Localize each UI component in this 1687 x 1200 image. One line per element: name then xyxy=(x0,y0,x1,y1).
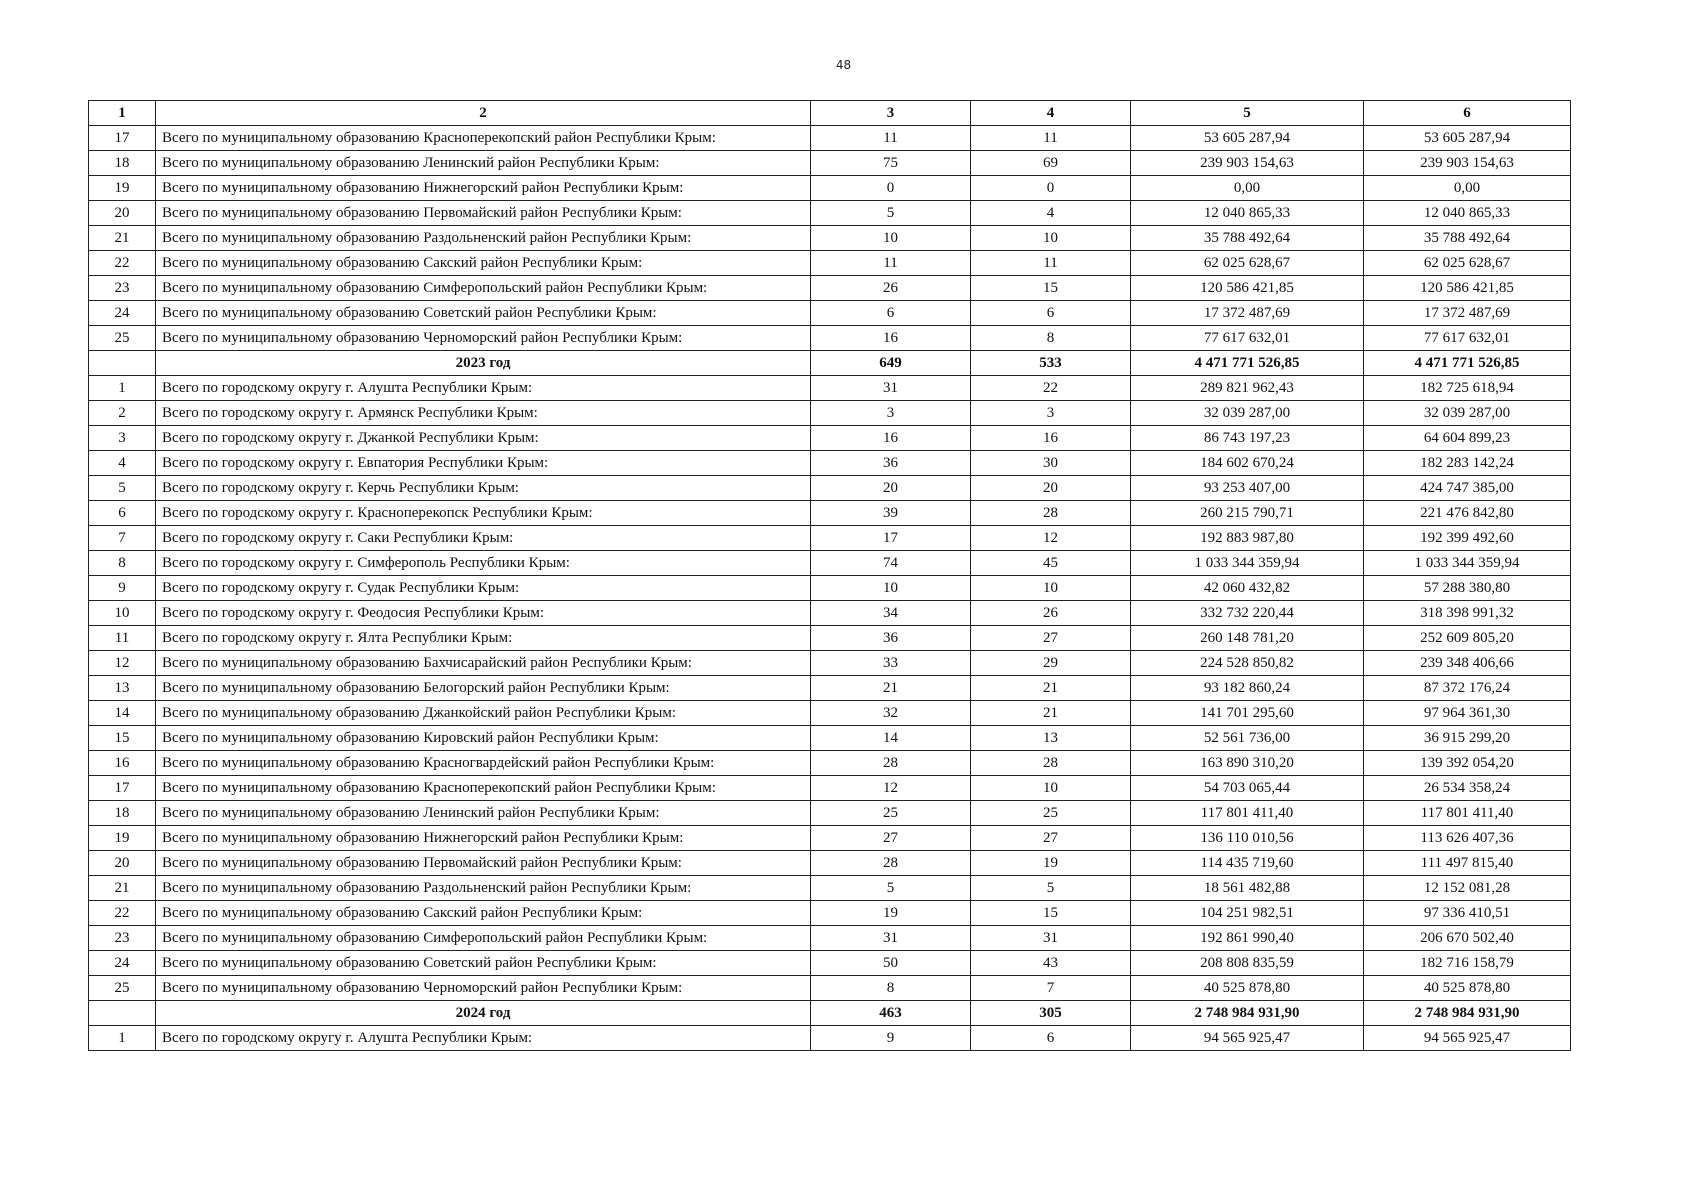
amount-col5: 260 148 781,20 xyxy=(1131,626,1364,651)
count-col4: 30 xyxy=(971,451,1131,476)
row-number: 11 xyxy=(89,626,156,651)
region-name: Всего по муниципальному образованию Кировский район Республики Крым: xyxy=(156,726,811,751)
column-header: 6 xyxy=(1364,101,1571,126)
region-name: Всего по городскому округу г. Феодосия Республики Крым: xyxy=(156,601,811,626)
count-col3: 26 xyxy=(811,276,971,301)
region-name: Всего по городскому округу г. Симферополь Республики Крым: xyxy=(156,551,811,576)
row-number: 21 xyxy=(89,226,156,251)
amount-col5: 141 701 295,60 xyxy=(1131,701,1364,726)
amount-col6: 53 605 287,94 xyxy=(1364,126,1571,151)
table-body xyxy=(89,126,1571,1051)
row-number: 17 xyxy=(89,126,156,151)
table-row xyxy=(89,726,1571,751)
table-row xyxy=(89,226,1571,251)
amount-col5: 4 471 771 526,85 xyxy=(1131,351,1364,376)
count-col3: 20 xyxy=(811,476,971,501)
region-name: Всего по муниципальному образованию Нижнегорский район Республики Крым: xyxy=(156,176,811,201)
amount-col6: 26 534 358,24 xyxy=(1364,776,1571,801)
region-name: Всего по муниципальному образованию Первомайский район Республики Крым: xyxy=(156,201,811,226)
row-number: 15 xyxy=(89,726,156,751)
table-row xyxy=(89,451,1571,476)
column-header: 3 xyxy=(811,101,971,126)
amount-col6: 32 039 287,00 xyxy=(1364,401,1571,426)
count-col3: 32 xyxy=(811,701,971,726)
count-col3: 0 xyxy=(811,176,971,201)
region-name: Всего по муниципальному образованию Красноперекопский район Республики Крым: xyxy=(156,776,811,801)
amount-col6: 57 288 380,80 xyxy=(1364,576,1571,601)
count-col3: 649 xyxy=(811,351,971,376)
amount-col6: 97 964 361,30 xyxy=(1364,701,1571,726)
count-col4: 3 xyxy=(971,401,1131,426)
row-number: 18 xyxy=(89,151,156,176)
count-col3: 19 xyxy=(811,901,971,926)
table-row xyxy=(89,826,1571,851)
column-header: 2 xyxy=(156,101,811,126)
row-number: 19 xyxy=(89,176,156,201)
region-name: Всего по муниципальному образованию Ленинский район Республики Крым: xyxy=(156,151,811,176)
amount-col5: 40 525 878,80 xyxy=(1131,976,1364,1001)
amount-col5: 120 586 421,85 xyxy=(1131,276,1364,301)
amount-col6: 97 336 410,51 xyxy=(1364,901,1571,926)
count-col3: 36 xyxy=(811,451,971,476)
count-col4: 22 xyxy=(971,376,1131,401)
region-name: Всего по муниципальному образованию Симферопольский район Республики Крым: xyxy=(156,926,811,951)
count-col4: 13 xyxy=(971,726,1131,751)
count-col3: 5 xyxy=(811,201,971,226)
page-number: 48 xyxy=(835,58,852,72)
count-col4: 31 xyxy=(971,926,1131,951)
amount-col5: 117 801 411,40 xyxy=(1131,801,1364,826)
count-col4: 69 xyxy=(971,151,1131,176)
amount-col6: 182 716 158,79 xyxy=(1364,951,1571,976)
count-col3: 28 xyxy=(811,851,971,876)
region-name: Всего по городскому округу г. Джанкой Республики Крым: xyxy=(156,426,811,451)
table-row xyxy=(89,401,1571,426)
count-col3: 21 xyxy=(811,676,971,701)
count-col3: 50 xyxy=(811,951,971,976)
count-col4: 28 xyxy=(971,501,1131,526)
count-col4: 12 xyxy=(971,526,1131,551)
amount-col5: 192 883 987,80 xyxy=(1131,526,1364,551)
row-number: 22 xyxy=(89,251,156,276)
table-row xyxy=(89,1026,1571,1051)
amount-col6: 35 788 492,64 xyxy=(1364,226,1571,251)
count-col4: 15 xyxy=(971,276,1131,301)
count-col3: 10 xyxy=(811,226,971,251)
count-col3: 75 xyxy=(811,151,971,176)
table-row xyxy=(89,476,1571,501)
table-row xyxy=(89,201,1571,226)
count-col3: 34 xyxy=(811,601,971,626)
count-col4: 4 xyxy=(971,201,1131,226)
amount-col6: 117 801 411,40 xyxy=(1364,801,1571,826)
region-name: Всего по городскому округу г. Алушта Республики Крым: xyxy=(156,376,811,401)
table-row xyxy=(89,901,1571,926)
table-row xyxy=(89,576,1571,601)
row-number: 17 xyxy=(89,776,156,801)
count-col3: 11 xyxy=(811,126,971,151)
amount-col6: 239 903 154,63 xyxy=(1364,151,1571,176)
row-number: 6 xyxy=(89,501,156,526)
amount-col5: 94 565 925,47 xyxy=(1131,1026,1364,1051)
amount-col6: 2 748 984 931,90 xyxy=(1364,1001,1571,1026)
amount-col6: 12 040 865,33 xyxy=(1364,201,1571,226)
row-number: 24 xyxy=(89,951,156,976)
row-number xyxy=(89,351,156,376)
column-header: 1 xyxy=(89,101,156,126)
table-header-row xyxy=(89,101,1571,126)
region-name: Всего по муниципальному образованию Симферопольский район Республики Крым: xyxy=(156,276,811,301)
count-col4: 19 xyxy=(971,851,1131,876)
count-col4: 305 xyxy=(971,1001,1131,1026)
row-number: 25 xyxy=(89,326,156,351)
table-row xyxy=(89,776,1571,801)
count-col4: 27 xyxy=(971,826,1131,851)
count-col4: 11 xyxy=(971,126,1131,151)
region-name: Всего по муниципальному образованию Черноморский район Республики Крым: xyxy=(156,326,811,351)
amount-col5: 192 861 990,40 xyxy=(1131,926,1364,951)
amount-col6: 40 525 878,80 xyxy=(1364,976,1571,1001)
table-row xyxy=(89,926,1571,951)
row-number: 8 xyxy=(89,551,156,576)
row-number: 24 xyxy=(89,301,156,326)
amount-col5: 86 743 197,23 xyxy=(1131,426,1364,451)
table-row xyxy=(89,951,1571,976)
amount-col5: 208 808 835,59 xyxy=(1131,951,1364,976)
count-col4: 29 xyxy=(971,651,1131,676)
amount-col6: 120 586 421,85 xyxy=(1364,276,1571,301)
amount-col5: 289 821 962,43 xyxy=(1131,376,1364,401)
amount-col5: 93 182 860,24 xyxy=(1131,676,1364,701)
year-subtotal-row xyxy=(89,351,1571,376)
region-name: Всего по муниципальному образованию Советский район Республики Крым: xyxy=(156,301,811,326)
row-number: 3 xyxy=(89,426,156,451)
amount-col5: 332 732 220,44 xyxy=(1131,601,1364,626)
amount-col5: 224 528 850,82 xyxy=(1131,651,1364,676)
amount-col6: 1 033 344 359,94 xyxy=(1364,551,1571,576)
count-col3: 9 xyxy=(811,1026,971,1051)
count-col3: 74 xyxy=(811,551,971,576)
row-number: 18 xyxy=(89,801,156,826)
report-table xyxy=(88,100,1571,1051)
count-col3: 3 xyxy=(811,401,971,426)
amount-col5: 53 605 287,94 xyxy=(1131,126,1364,151)
table-row xyxy=(89,176,1571,201)
region-name: Всего по городскому округу г. Керчь Республики Крым: xyxy=(156,476,811,501)
count-col3: 39 xyxy=(811,501,971,526)
row-number: 22 xyxy=(89,901,156,926)
amount-col6: 113 626 407,36 xyxy=(1364,826,1571,851)
count-col4: 45 xyxy=(971,551,1131,576)
count-col4: 8 xyxy=(971,326,1131,351)
table-row xyxy=(89,301,1571,326)
row-number: 12 xyxy=(89,651,156,676)
row-number: 20 xyxy=(89,851,156,876)
count-col4: 5 xyxy=(971,876,1131,901)
amount-col6: 206 670 502,40 xyxy=(1364,926,1571,951)
count-col3: 14 xyxy=(811,726,971,751)
count-col3: 6 xyxy=(811,301,971,326)
count-col3: 36 xyxy=(811,626,971,651)
count-col3: 8 xyxy=(811,976,971,1001)
amount-col6: 318 398 991,32 xyxy=(1364,601,1571,626)
region-name: Всего по городскому округу г. Судак Республики Крым: xyxy=(156,576,811,601)
amount-col5: 35 788 492,64 xyxy=(1131,226,1364,251)
amount-col6: 64 604 899,23 xyxy=(1364,426,1571,451)
table-row xyxy=(89,876,1571,901)
amount-col6: 182 725 618,94 xyxy=(1364,376,1571,401)
count-col4: 28 xyxy=(971,751,1131,776)
row-number: 21 xyxy=(89,876,156,901)
count-col4: 10 xyxy=(971,776,1131,801)
region-name: Всего по городскому округу г. Ялта Республики Крым: xyxy=(156,626,811,651)
amount-col5: 104 251 982,51 xyxy=(1131,901,1364,926)
row-number: 25 xyxy=(89,976,156,1001)
count-col4: 25 xyxy=(971,801,1131,826)
count-col3: 31 xyxy=(811,926,971,951)
year-subtotal-row xyxy=(89,1001,1571,1026)
region-name: Всего по муниципальному образованию Черноморский район Республики Крым: xyxy=(156,976,811,1001)
count-col4: 533 xyxy=(971,351,1131,376)
count-col4: 0 xyxy=(971,176,1131,201)
row-number: 1 xyxy=(89,376,156,401)
region-name: Всего по муниципальному образованию Джанкойский район Республики Крым: xyxy=(156,701,811,726)
amount-col5: 52 561 736,00 xyxy=(1131,726,1364,751)
table-row xyxy=(89,251,1571,276)
table-row xyxy=(89,551,1571,576)
region-name: Всего по муниципальному образованию Сакский район Республики Крым: xyxy=(156,901,811,926)
row-number: 19 xyxy=(89,826,156,851)
count-col4: 7 xyxy=(971,976,1131,1001)
row-number: 2 xyxy=(89,401,156,426)
row-number: 23 xyxy=(89,276,156,301)
count-col3: 12 xyxy=(811,776,971,801)
table-row xyxy=(89,426,1571,451)
region-name: Всего по муниципальному образованию Бахчисарайский район Республики Крым: xyxy=(156,651,811,676)
count-col3: 463 xyxy=(811,1001,971,1026)
table-row xyxy=(89,701,1571,726)
amount-col5: 77 617 632,01 xyxy=(1131,326,1364,351)
count-col3: 5 xyxy=(811,876,971,901)
count-col3: 10 xyxy=(811,576,971,601)
amount-col6: 252 609 805,20 xyxy=(1364,626,1571,651)
column-header: 4 xyxy=(971,101,1131,126)
count-col4: 11 xyxy=(971,251,1131,276)
amount-col5: 136 110 010,56 xyxy=(1131,826,1364,851)
row-number: 16 xyxy=(89,751,156,776)
count-col3: 11 xyxy=(811,251,971,276)
table-row xyxy=(89,626,1571,651)
row-number: 5 xyxy=(89,476,156,501)
table-row xyxy=(89,801,1571,826)
amount-col5: 1 033 344 359,94 xyxy=(1131,551,1364,576)
amount-col5: 260 215 790,71 xyxy=(1131,501,1364,526)
count-col3: 17 xyxy=(811,526,971,551)
count-col3: 16 xyxy=(811,426,971,451)
row-number: 1 xyxy=(89,1026,156,1051)
count-col4: 15 xyxy=(971,901,1131,926)
region-name: Всего по муниципальному образованию Красноперекопский район Республики Крым: xyxy=(156,126,811,151)
region-name: Всего по муниципальному образованию Красногвардейский район Республики Крым: xyxy=(156,751,811,776)
row-number: 20 xyxy=(89,201,156,226)
amount-col5: 93 253 407,00 xyxy=(1131,476,1364,501)
row-number: 14 xyxy=(89,701,156,726)
region-name: Всего по муниципальному образованию Нижнегорский район Республики Крым: xyxy=(156,826,811,851)
row-number: 23 xyxy=(89,926,156,951)
amount-col6: 77 617 632,01 xyxy=(1364,326,1571,351)
region-name: Всего по муниципальному образованию Раздольненский район Республики Крым: xyxy=(156,226,811,251)
count-col4: 21 xyxy=(971,676,1131,701)
amount-col6: 111 497 815,40 xyxy=(1364,851,1571,876)
table-row xyxy=(89,526,1571,551)
row-number: 10 xyxy=(89,601,156,626)
column-header: 5 xyxy=(1131,101,1364,126)
table-row xyxy=(89,651,1571,676)
table-row xyxy=(89,501,1571,526)
amount-col5: 12 040 865,33 xyxy=(1131,201,1364,226)
count-col4: 20 xyxy=(971,476,1131,501)
table-row xyxy=(89,376,1571,401)
amount-col6: 36 915 299,20 xyxy=(1364,726,1571,751)
count-col4: 21 xyxy=(971,701,1131,726)
amount-col6: 0,00 xyxy=(1364,176,1571,201)
amount-col5: 17 372 487,69 xyxy=(1131,301,1364,326)
amount-col6: 12 152 081,28 xyxy=(1364,876,1571,901)
region-name: Всего по городскому округу г. Армянск Республики Крым: xyxy=(156,401,811,426)
table-row xyxy=(89,851,1571,876)
count-col3: 27 xyxy=(811,826,971,851)
table-row xyxy=(89,276,1571,301)
amount-col6: 87 372 176,24 xyxy=(1364,676,1571,701)
count-col4: 16 xyxy=(971,426,1131,451)
amount-col6: 94 565 925,47 xyxy=(1364,1026,1571,1051)
region-name: Всего по городскому округу г. Красноперекопск Республики Крым: xyxy=(156,501,811,526)
amount-col5: 62 025 628,67 xyxy=(1131,251,1364,276)
count-col3: 16 xyxy=(811,326,971,351)
count-col3: 25 xyxy=(811,801,971,826)
region-name: Всего по муниципальному образованию Советский район Республики Крым: xyxy=(156,951,811,976)
region-name: Всего по муниципальному образованию Сакский район Республики Крым: xyxy=(156,251,811,276)
amount-col5: 18 561 482,88 xyxy=(1131,876,1364,901)
count-col4: 6 xyxy=(971,301,1131,326)
amount-col6: 182 283 142,24 xyxy=(1364,451,1571,476)
amount-col5: 239 903 154,63 xyxy=(1131,151,1364,176)
amount-col6: 62 025 628,67 xyxy=(1364,251,1571,276)
count-col4: 26 xyxy=(971,601,1131,626)
count-col4: 10 xyxy=(971,226,1131,251)
row-number xyxy=(89,1001,156,1026)
count-col4: 6 xyxy=(971,1026,1131,1051)
region-name: Всего по муниципальному образованию Раздольненский район Республики Крым: xyxy=(156,876,811,901)
row-number: 7 xyxy=(89,526,156,551)
table-row xyxy=(89,601,1571,626)
region-name: Всего по муниципальному образованию Ленинский район Республики Крым: xyxy=(156,801,811,826)
amount-col5: 163 890 310,20 xyxy=(1131,751,1364,776)
amount-col5: 184 602 670,24 xyxy=(1131,451,1364,476)
count-col3: 33 xyxy=(811,651,971,676)
region-name: Всего по муниципальному образованию Белогорский район Республики Крым: xyxy=(156,676,811,701)
count-col3: 28 xyxy=(811,751,971,776)
count-col3: 31 xyxy=(811,376,971,401)
amount-col6: 221 476 842,80 xyxy=(1364,501,1571,526)
table-row xyxy=(89,326,1571,351)
row-number: 4 xyxy=(89,451,156,476)
amount-col5: 114 435 719,60 xyxy=(1131,851,1364,876)
region-name: 2024 год xyxy=(156,1001,811,1026)
amount-col6: 139 392 054,20 xyxy=(1364,751,1571,776)
table-row xyxy=(89,976,1571,1001)
row-number: 13 xyxy=(89,676,156,701)
count-col4: 10 xyxy=(971,576,1131,601)
region-name: Всего по муниципальному образованию Первомайский район Республики Крым: xyxy=(156,851,811,876)
amount-col5: 42 060 432,82 xyxy=(1131,576,1364,601)
count-col4: 43 xyxy=(971,951,1131,976)
amount-col5: 0,00 xyxy=(1131,176,1364,201)
amount-col6: 192 399 492,60 xyxy=(1364,526,1571,551)
amount-col6: 4 471 771 526,85 xyxy=(1364,351,1571,376)
amount-col5: 2 748 984 931,90 xyxy=(1131,1001,1364,1026)
region-name: Всего по городскому округу г. Алушта Республики Крым: xyxy=(156,1026,811,1051)
region-name: Всего по городскому округу г. Евпатория Республики Крым: xyxy=(156,451,811,476)
table-row xyxy=(89,126,1571,151)
amount-col6: 424 747 385,00 xyxy=(1364,476,1571,501)
amount-col6: 239 348 406,66 xyxy=(1364,651,1571,676)
table-row xyxy=(89,676,1571,701)
amount-col6: 17 372 487,69 xyxy=(1364,301,1571,326)
amount-col5: 54 703 065,44 xyxy=(1131,776,1364,801)
region-name: 2023 год xyxy=(156,351,811,376)
count-col4: 27 xyxy=(971,626,1131,651)
region-name: Всего по городскому округу г. Саки Республики Крым: xyxy=(156,526,811,551)
table-row xyxy=(89,151,1571,176)
amount-col5: 32 039 287,00 xyxy=(1131,401,1364,426)
table-row xyxy=(89,751,1571,776)
row-number: 9 xyxy=(89,576,156,601)
